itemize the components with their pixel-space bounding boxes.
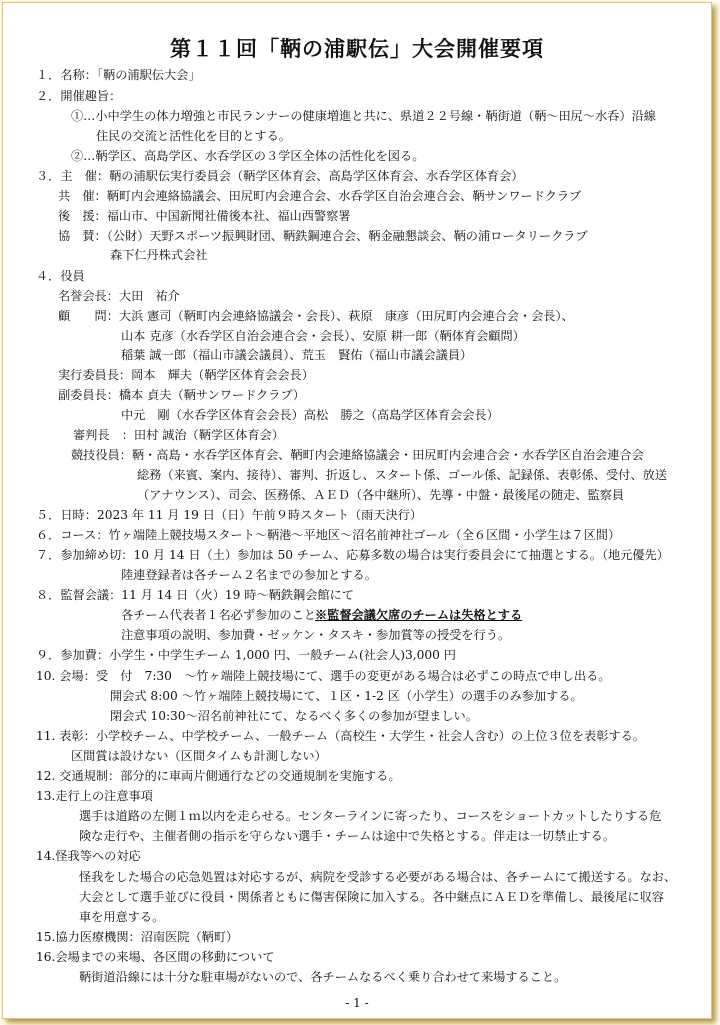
text-line: 閉会式 10:30～沼名前神社にて、なるべく多くの参加が望ましい。 — [110, 709, 478, 723]
text-line: 総務（来賓、案内、接待）、審判、折返し、スタート係、ゴール係、記録係、表彰係、受付、放送 — [137, 468, 667, 482]
text-line: 顧 問：大浜 憲司（鞆町内会連絡協議会・会長）、萩原 康彦（田尻町内会連合会・会長）、 — [58, 309, 574, 323]
text-line: （アナウンス）、司会、医務係、ＡＥＤ（各中継所）、先導・中盤・最後尾の随走、監察員 — [137, 488, 625, 502]
text-line: ６．コース：竹ヶ端陸上競技場スタート～鞆港～平地区～沼名前神社ゴール（全６区間・小学生は７区間） — [36, 528, 621, 542]
text-line: 中元 剛（水呑学区体育会会長）高松 勝之（高島学区体育会会長） — [121, 408, 499, 422]
text-line: 山本 克彦（水呑学区自治会連合会・会長）、安原 耕一郎（鞆体育会顧問） — [121, 329, 525, 343]
text-line: 名誉会長：大田 祐介 — [58, 289, 180, 303]
text-line: 各チーム代表者１名必ず参加のこと — [121, 608, 329, 622]
absence-disqualification-notice: ※監督会議欠席のチームは失格とする — [315, 608, 523, 622]
text-line: 開会式 8:00 ～竹ヶ端陸上競技場にて、１区・1-2 区（小学生）の選手のみ参加する。 — [110, 689, 583, 703]
text-line: 16.会場までの来場、各区間の移動について — [36, 950, 275, 964]
text-line: 鞆街道沿線には十分な駐車場がないので、各チームなるべく乗り合わせて来場すること。 — [79, 970, 567, 984]
text-line: 稲葉 誠一郎（福山市議会議員）、荒玉 賢佑（福山市議会議員） — [121, 348, 473, 362]
text-line: 15.協力医療機関：沼南医院（鞆町） — [36, 930, 239, 944]
text-line: 11. 表彰：小学校チーム、中学校チーム、一般チーム（高校生・大学生・社会人含む）の上位３位を表彰する。 — [36, 729, 645, 743]
text-line: 12. 交通規制：部分的に車両片側通行などの交通規制を実施する。 — [36, 769, 401, 783]
text-line: ５．日時：2023 年 11 月 19 日（日）午前９時スタート（雨天決行） — [36, 508, 423, 522]
text-line: 選手は道路の左側１ｍ以内を走らせる。センターラインに寄ったり、コースをショートカットしたりする危 — [79, 809, 662, 823]
text-line: 大会として選手並びに役員・関係者ともに傷害保険に加入する。各中継点にＡＥＤを準備し、最後尾に収容 — [79, 890, 664, 904]
text-line: 怪我をした場合の応急処置は対応するが、病院を受診する必要がある場合は、各チームにて搬送する。なお、 — [79, 870, 677, 884]
text-line: 13.走行上の注意事項 — [36, 789, 153, 803]
text-line: ３．主 催：鞆の浦駅伝実行委員会（鞆学区体育会、高島学区体育会、水呑学区体育会） — [36, 169, 524, 183]
text-line: 審判長 ：田村 誠治（鞆学区体育会） — [73, 428, 285, 442]
text-line: 副委員長：橋本 貞夫（鞆サンワードクラブ） — [58, 388, 305, 402]
page-number: - 1 - — [345, 996, 369, 1010]
text-line: ８．監督会議：11 月 14 日（火）19 時～鞆鉄鋼会館にて — [36, 588, 354, 602]
text-line: ４．役員 — [36, 269, 85, 283]
text-line: ①…小中学生の体力増強と市民ランナーの健康増進と共に、県道２２号線・鞆街道（鞆～田尻～水呑）沿線 — [71, 109, 656, 123]
document-title: 第１１回「鞆の浦駅伝」大会開催要項 — [170, 36, 544, 61]
text-line: 住民の交流と活性化を目的とする。 — [96, 129, 291, 143]
text-line: １．名称：「鞆の浦駅伝大会」 — [36, 68, 201, 82]
text-line: 区間賞は設けない（区間タイムも計測しない） — [71, 749, 327, 763]
text-line: ７．参加締め切：10 月 14 日（土）参加は 50 チーム、応募多数の場合は実行委員会にて抽選とする。（地元優先） — [36, 548, 669, 562]
text-line: 険な走行や、主催者側の指示を守らない選手・チームは途中で失格とする。伴走は一切禁止する。 — [79, 829, 616, 843]
text-line: 後 援：福山市、中国新聞社備後本社、福山西警察署 — [58, 209, 351, 223]
text-line: 実行委員長：岡本 輝夫（鞆学区体育会会長） — [58, 368, 314, 382]
text-line: 協 賛：（公財）天野スポーツ振興財団、鞆鉄鋼連合会、鞆金融懇談会、鞆の浦ロータリークラブ — [58, 229, 588, 243]
text-line: 10. 会場：受 付 7:30 ～竹ヶ端陸上競技場にて、選手の変更がある場合は必ずこの時点で申し出る。 — [36, 669, 611, 683]
text-line: 14.怪我等への対応 — [36, 849, 141, 863]
text-line: 陸連登録者は各チーム２名までの参加とする。 — [121, 568, 377, 582]
text-line: 注意事項の説明、参加費・ゼッケン・タスキ・参加賞等の授受を行う。 — [121, 628, 511, 642]
text-line: 森下仁丹株式会社 — [110, 248, 208, 262]
text-line: 車を用意する。 — [79, 910, 165, 924]
text-line: ２．開催趣旨： — [36, 89, 122, 103]
text-line: 競技役員：鞆・高島・水呑学区体育会、鞆町内会連絡協議会・田尻町内会連合会・水呑学区自治会連合会 — [71, 448, 644, 462]
text-line: ９．参加費：小学生・中学生チーム 1,000 円、一般チーム(社会人)3,000 円 — [36, 648, 456, 662]
text-line: ②…鞆学区、高島学区、水呑学区の３学区全体の活性化を図る。 — [71, 149, 425, 163]
text-line: 共 催：鞆町内会連絡協議会、田尻町内会連合会、水呑学区自治会連合会、鞆サンワードクラブ — [58, 189, 582, 203]
document-page — [2, 2, 712, 1019]
